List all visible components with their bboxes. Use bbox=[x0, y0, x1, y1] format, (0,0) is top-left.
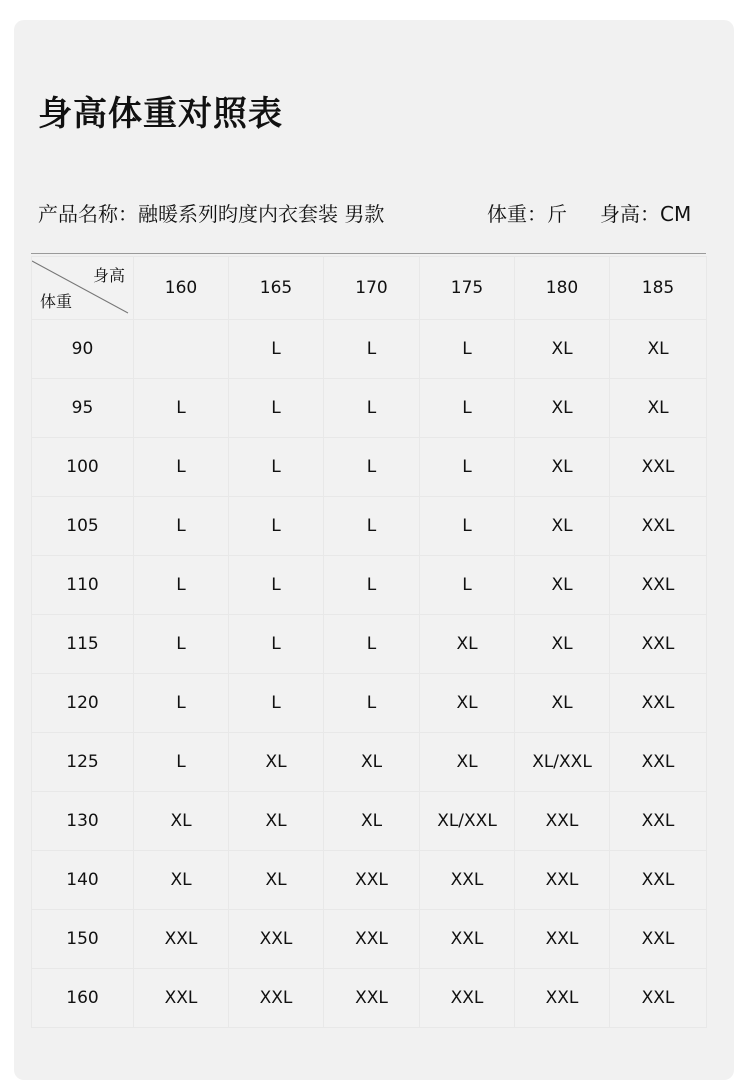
weight-cell: 140 bbox=[32, 851, 134, 910]
size-cell: XXL bbox=[134, 969, 229, 1028]
size-cell: L bbox=[229, 379, 324, 438]
size-cell: L bbox=[134, 733, 229, 792]
weight-cell: 95 bbox=[32, 379, 134, 438]
product-name-label: 产品名称：融暖系列昀度内衣套装 男款 bbox=[38, 202, 385, 226]
size-cell: XL bbox=[610, 320, 707, 379]
size-cell: XL/XXL bbox=[420, 792, 515, 851]
weight-cell: 115 bbox=[32, 615, 134, 674]
size-cell: XXL bbox=[324, 969, 420, 1028]
corner-height-label: 身高 bbox=[92, 266, 125, 285]
weight-cell: 100 bbox=[32, 438, 134, 497]
table-row bbox=[32, 792, 707, 851]
weight-cell: 160 bbox=[32, 969, 134, 1028]
size-cell: XL bbox=[515, 674, 610, 733]
size-cell: XL bbox=[324, 733, 420, 792]
size-cell: XXL bbox=[324, 851, 420, 910]
size-cell: L bbox=[134, 615, 229, 674]
size-cell: XL bbox=[134, 851, 229, 910]
table-row bbox=[32, 615, 707, 674]
height-header-cell: 175 bbox=[420, 257, 515, 320]
height-header-cell: 165 bbox=[229, 257, 324, 320]
table-row bbox=[32, 674, 707, 733]
size-cell: XXL bbox=[515, 969, 610, 1028]
size-cell: L bbox=[420, 497, 515, 556]
size-cell: L bbox=[324, 615, 420, 674]
height-header-cell: 160 bbox=[134, 257, 229, 320]
size-cell: L bbox=[324, 438, 420, 497]
table-row bbox=[32, 320, 707, 379]
size-cell: XXL bbox=[610, 792, 707, 851]
size-cell: L bbox=[229, 615, 324, 674]
size-cell: XXL bbox=[420, 910, 515, 969]
height-header-cell: 170 bbox=[324, 257, 420, 320]
size-cell: XXL bbox=[610, 733, 707, 792]
size-cell: XXL bbox=[420, 851, 515, 910]
size-cell: L bbox=[134, 674, 229, 733]
weight-cell: 120 bbox=[32, 674, 134, 733]
size-cell: XXL bbox=[134, 910, 229, 969]
size-cell: XXL bbox=[324, 910, 420, 969]
table-row bbox=[32, 733, 707, 792]
size-cell: L bbox=[324, 379, 420, 438]
size-cell: XL bbox=[229, 851, 324, 910]
height-header-cell: 185 bbox=[610, 257, 707, 320]
size-cell: L bbox=[134, 438, 229, 497]
size-cell: L bbox=[229, 497, 324, 556]
size-cell: L bbox=[324, 674, 420, 733]
corner-cell bbox=[32, 257, 134, 320]
size-cell: L bbox=[420, 320, 515, 379]
size-cell: XXL bbox=[515, 792, 610, 851]
weight-unit-label: 体重：斤 bbox=[487, 202, 567, 226]
size-cell: XXL bbox=[610, 497, 707, 556]
size-cell: XL bbox=[515, 438, 610, 497]
size-cell: XL bbox=[610, 379, 707, 438]
table-row bbox=[32, 910, 707, 969]
size-cell: XXL bbox=[515, 851, 610, 910]
size-cell: XL bbox=[515, 497, 610, 556]
size-cell: XL bbox=[229, 733, 324, 792]
table-row bbox=[32, 556, 707, 615]
size-cell: XL bbox=[420, 674, 515, 733]
weight-cell: 110 bbox=[32, 556, 134, 615]
height-header-cell: 180 bbox=[515, 257, 610, 320]
height-unit-label: 身高：CM bbox=[600, 202, 692, 226]
table-row bbox=[32, 969, 707, 1028]
size-cell: XL bbox=[134, 792, 229, 851]
size-cell: XL bbox=[515, 556, 610, 615]
size-cell: L bbox=[324, 320, 420, 379]
size-cell: L bbox=[134, 379, 229, 438]
size-cell: XXL bbox=[610, 910, 707, 969]
size-cell: L bbox=[229, 438, 324, 497]
size-cell: L bbox=[229, 320, 324, 379]
size-cell: XL bbox=[229, 792, 324, 851]
table-row bbox=[32, 851, 707, 910]
table-row bbox=[32, 438, 707, 497]
size-cell: XXL bbox=[515, 910, 610, 969]
weight-cell: 130 bbox=[32, 792, 134, 851]
size-cell: XXL bbox=[610, 556, 707, 615]
size-cell: XL bbox=[420, 615, 515, 674]
size-cell: L bbox=[324, 497, 420, 556]
table-row bbox=[32, 379, 707, 438]
size-cell: L bbox=[229, 556, 324, 615]
size-cell: L bbox=[134, 556, 229, 615]
size-cell: L bbox=[324, 556, 420, 615]
size-cell: XL bbox=[515, 320, 610, 379]
size-cell: XXL bbox=[610, 674, 707, 733]
size-cell bbox=[134, 320, 229, 379]
weight-cell: 125 bbox=[32, 733, 134, 792]
size-cell: XXL bbox=[610, 851, 707, 910]
table-row bbox=[32, 497, 707, 556]
size-cell: XL bbox=[420, 733, 515, 792]
size-cell: L bbox=[420, 438, 515, 497]
size-cell: L bbox=[229, 674, 324, 733]
size-cell: L bbox=[420, 556, 515, 615]
size-cell: XL bbox=[324, 792, 420, 851]
size-cell: XL/XXL bbox=[515, 733, 610, 792]
size-table bbox=[31, 256, 707, 1028]
weight-cell: 105 bbox=[32, 497, 134, 556]
size-cell: XXL bbox=[420, 969, 515, 1028]
weight-cell: 90 bbox=[32, 320, 134, 379]
size-cell: XXL bbox=[229, 910, 324, 969]
size-cell: XL bbox=[515, 615, 610, 674]
size-cell: L bbox=[134, 497, 229, 556]
header-row bbox=[32, 257, 707, 320]
size-cell: XXL bbox=[610, 438, 707, 497]
size-cell: XL bbox=[515, 379, 610, 438]
corner-weight-label: 体重 bbox=[40, 292, 73, 311]
size-cell: L bbox=[420, 379, 515, 438]
weight-cell: 150 bbox=[32, 910, 134, 969]
size-cell: XXL bbox=[610, 969, 707, 1028]
page-title: 身高体重对照表 bbox=[38, 94, 283, 134]
size-cell: XXL bbox=[229, 969, 324, 1028]
divider bbox=[31, 253, 706, 254]
size-cell: XXL bbox=[610, 615, 707, 674]
